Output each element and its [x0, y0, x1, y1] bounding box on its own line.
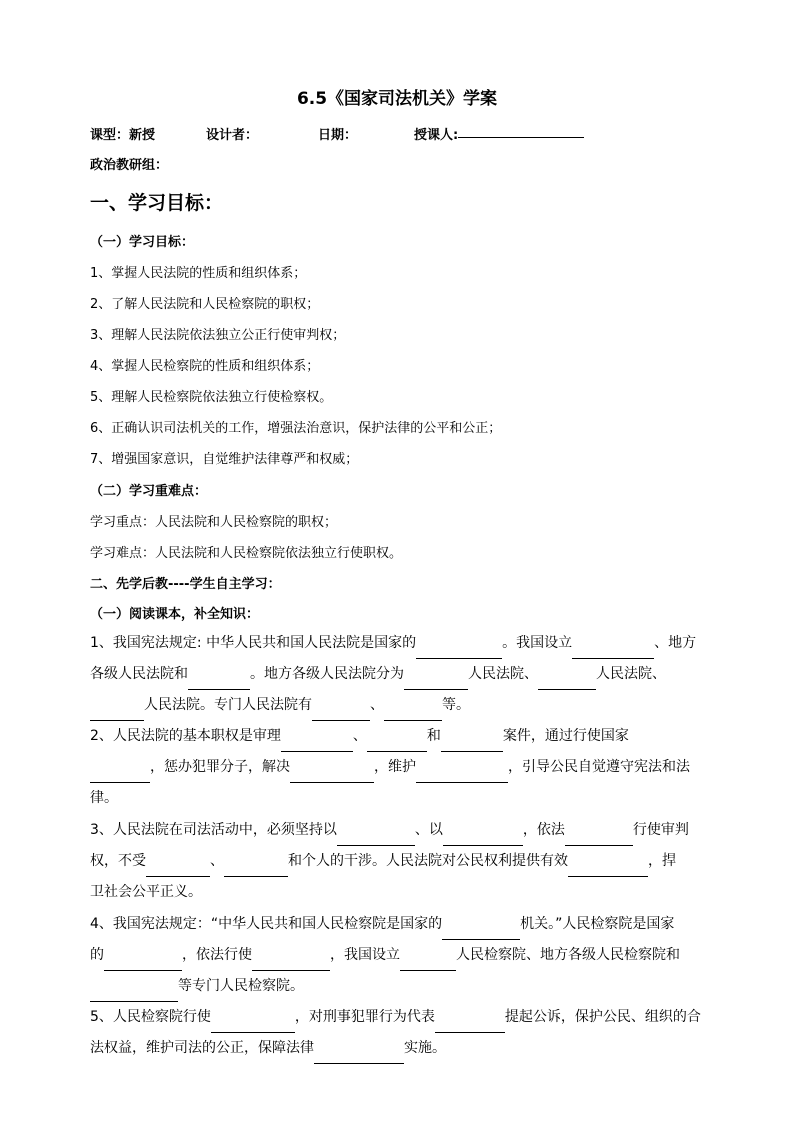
answer-blank[interactable]: [367, 737, 427, 752]
answer-blank[interactable]: [290, 768, 374, 783]
teaching-group: 政治教研组：: [90, 158, 169, 173]
q3-text: 、: [210, 853, 224, 869]
objective-item: 6、正确认识司法机关的工作，增强法治意识，保护法律的公平和公正；: [90, 421, 502, 436]
lecturer-blank[interactable]: [458, 124, 584, 138]
question-1: [90, 628, 702, 721]
q1-text: 等。: [442, 697, 470, 713]
subheading-objectives: （一）学习目标：: [90, 235, 195, 250]
question-5: [90, 1002, 702, 1064]
q1-text: 人民法院。专门人民法院有: [144, 697, 312, 713]
answer-blank[interactable]: [337, 831, 415, 846]
answer-blank[interactable]: [314, 1049, 404, 1064]
subheading-read-textbook: （一）阅读课本，补全知识：: [90, 607, 260, 622]
question-3: [90, 815, 702, 908]
q1-text: 。地方各级人民法院分为: [250, 666, 404, 682]
q5-text: ，对刑事犯罪行为代表: [294, 1009, 435, 1025]
section-heading-objectives: 一、学习目标：: [90, 192, 224, 214]
q2-text: 案件，通过行使国家: [502, 728, 629, 744]
answer-blank[interactable]: [146, 862, 210, 877]
answer-blank[interactable]: [572, 644, 654, 659]
answer-blank[interactable]: [416, 768, 508, 783]
answer-blank[interactable]: [281, 737, 353, 752]
section-heading-self-study: 二、先学后教----学生自主学习：: [90, 577, 281, 592]
answer-blank[interactable]: [568, 862, 648, 877]
q1-text: 人民法院、: [596, 666, 666, 682]
subheading-key-points: （二）学习重难点：: [90, 484, 208, 499]
designer-label: 设计者：: [206, 128, 259, 143]
q4-text: 人民检察院、地方各级人民检察院和: [456, 947, 680, 963]
objective-item: 5、理解人民检察院依法独立行使检察权。: [90, 390, 333, 405]
q4-text: 的: [90, 947, 104, 963]
answer-blank[interactable]: [90, 706, 144, 721]
q3-text: 卫社会公平正义。: [90, 884, 202, 900]
q4-text: 4、我国宪法规定：“中华人民共和国人民检察院是国家的: [90, 916, 443, 932]
objective-item: 4、掌握人民检察院的性质和组织体系；: [90, 359, 320, 374]
q2-text: 2、人民法院的基本职权是审理: [90, 728, 281, 744]
q3-text: 权，不受: [90, 853, 146, 869]
answer-blank[interactable]: [384, 706, 442, 721]
answer-blank[interactable]: [416, 644, 502, 659]
q5-text: 提起公诉，保护公民、组织的合: [504, 1009, 701, 1025]
objective-item: 2、了解人民法院和人民检察院的职权；: [90, 297, 320, 312]
q1-text: 、: [370, 697, 384, 713]
page-title: 6.5《国家司法机关》学案: [296, 89, 498, 109]
lecturer-field: [414, 124, 458, 143]
q3-text: 行使审判: [632, 822, 689, 838]
q5-text: 法权益，维护司法的公正，保障法律: [90, 1040, 314, 1056]
answer-blank[interactable]: [441, 737, 503, 752]
objective-item: 3、理解人民法院依法独立公正行使审判权；: [90, 328, 346, 343]
q4-text: ，我国设立: [330, 947, 400, 963]
lecturer-label: 授课人:: [414, 128, 459, 143]
q1-text: 1、我国宪法规定: 中华人民共和国人民法院是国家的: [90, 635, 417, 651]
date-label: 日期：: [318, 128, 358, 143]
q3-text: 、以: [414, 822, 443, 838]
objective-item: 1、掌握人民法院的性质和组织体系；: [90, 266, 307, 281]
answer-blank[interactable]: [404, 675, 468, 690]
q2-text: ，惩办犯罪分子，解决: [150, 759, 290, 775]
answer-blank[interactable]: [90, 768, 150, 783]
answer-blank[interactable]: [90, 987, 178, 1002]
q1-text: 各级人民法院和: [90, 666, 188, 682]
answer-blank[interactable]: [435, 1018, 505, 1033]
q4-text: 等专门人民检察院。: [178, 978, 304, 994]
answer-blank[interactable]: [442, 925, 520, 940]
q2-text: 律。: [90, 790, 118, 806]
objective-item: 7、增强国家意识，自觉维护法律尊严和权威；: [90, 452, 359, 467]
answer-blank[interactable]: [252, 956, 330, 971]
answer-blank[interactable]: [188, 675, 250, 690]
lesson-type: 课型：新授: [90, 128, 156, 143]
answer-blank[interactable]: [538, 675, 596, 690]
answer-blank[interactable]: [224, 862, 288, 877]
question-4: [90, 909, 702, 1002]
q1-text: 人民法院、: [468, 666, 538, 682]
difficult-point: 学习难点：人民法院和人民检察院依法独立行使职权。: [90, 546, 403, 561]
key-point: 学习重点：人民法院和人民检察院的职权；: [90, 515, 338, 530]
q4-text: 机关。”人民检察院是国家: [520, 916, 675, 932]
q5-text: 5、人民检察院行使: [90, 1009, 211, 1025]
question-2: [90, 721, 702, 814]
q1-text: 、地方: [654, 635, 697, 651]
q2-text: ，维护: [374, 759, 416, 775]
answer-blank[interactable]: [443, 831, 523, 846]
answer-blank[interactable]: [104, 956, 182, 971]
answer-blank[interactable]: [565, 831, 633, 846]
q3-text: ，捍: [648, 853, 676, 869]
answer-blank[interactable]: [312, 706, 370, 721]
q2-text: 、: [352, 728, 367, 744]
q5-text: 实施。: [404, 1040, 446, 1056]
q1-text: 。我国设立: [502, 635, 573, 651]
q3-text: 3、人民法院在司法活动中，必须坚持以: [90, 822, 337, 838]
q2-text: ，引导公民自觉遵守宪法和法: [508, 759, 690, 775]
q3-text: 和个人的干涉。人民法院对公民权利提供有效: [288, 853, 568, 869]
answer-blank[interactable]: [211, 1018, 295, 1033]
q3-text: ，依法: [522, 822, 565, 838]
answer-blank[interactable]: [400, 956, 456, 971]
q4-text: ，依法行使: [182, 947, 252, 963]
q2-text: 和: [426, 728, 441, 744]
